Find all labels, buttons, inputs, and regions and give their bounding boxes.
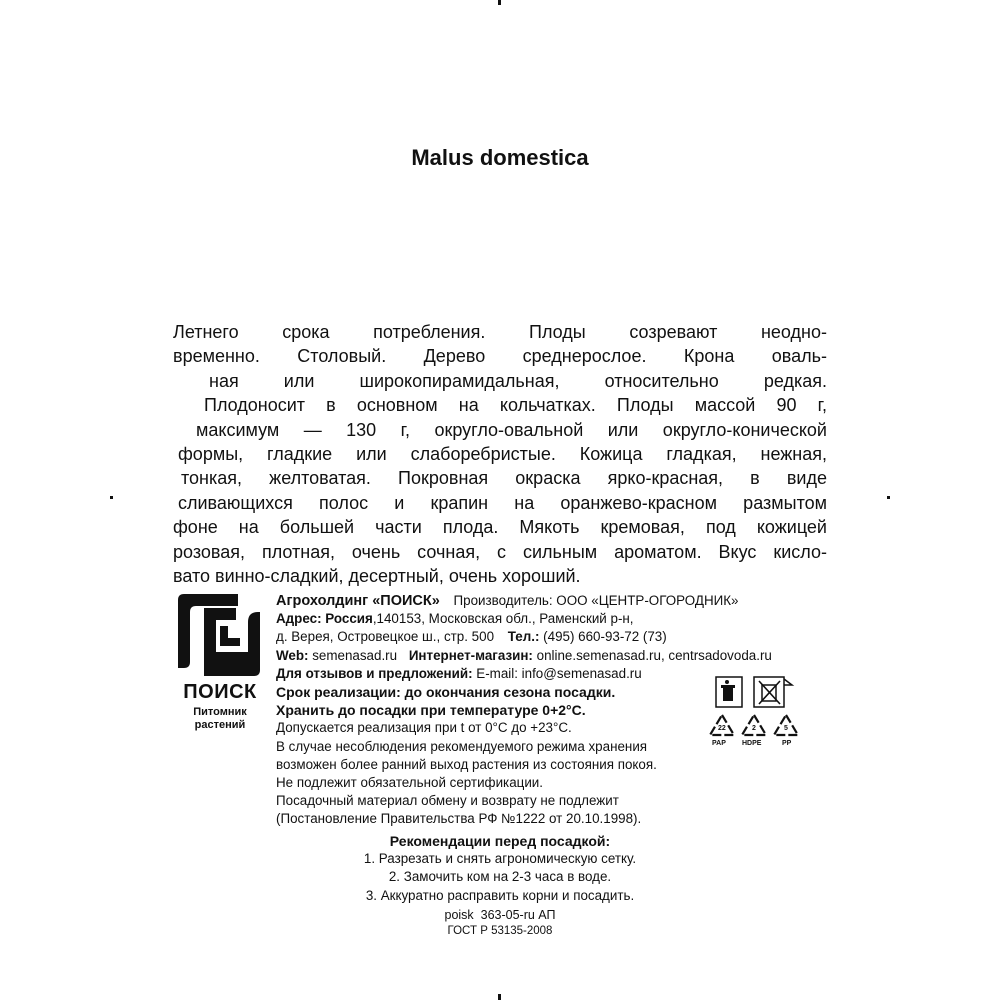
description-line: фоне на большей части плода. Мякоть кремовая, под кожицей xyxy=(173,517,827,538)
gost-code: ГОСТ Р 53135-2008 xyxy=(447,925,553,937)
storage-temperature: Хранить до посадки при температуре 0+2°С. xyxy=(276,702,586,719)
logo-subtitle xyxy=(170,706,270,732)
logo-subtitle-line: растений xyxy=(194,719,246,731)
crop-mark-left xyxy=(110,496,113,499)
company-row xyxy=(276,592,836,610)
shop-links[interactable]: online.semenasad.ru, centrsadovoda.ru xyxy=(536,647,772,663)
description-line: Летнего срока потребления. Плоды созревают неодно- xyxy=(173,322,827,342)
svg-text:PAP: PAP xyxy=(712,740,726,747)
description-line: сливающихся полос и крапин на оранжево-красном размытом xyxy=(178,492,827,513)
web-row xyxy=(276,647,836,665)
address-country: Россия xyxy=(325,611,373,627)
description-line: розовая, плотная, очень сочная, с сильным ароматом. Вкус кисло- xyxy=(173,541,827,562)
storage-warning: В случае несоблюдения рекомендуемого режима хранения xyxy=(276,738,648,754)
svg-text:2: 2 xyxy=(752,725,756,732)
planting-recommendations xyxy=(0,832,1000,905)
return-policy: (Постановление Правительства РФ №1222 от 20.10.1998). xyxy=(276,811,642,827)
crop-mark-right xyxy=(887,496,890,499)
tel-label: Тел.: xyxy=(507,629,540,645)
shop-label: Интернет-магазин: xyxy=(408,647,533,663)
shelf-life: Срок реализации: до окончания сезона посадки. xyxy=(276,684,616,701)
recommendation-step: 3. Аккуратно расправить корни и посадить. xyxy=(365,887,635,903)
crossed-bin-icon xyxy=(754,677,792,707)
svg-text:HDPE: HDPE xyxy=(742,740,762,747)
description-line: ная или широкопирамидальная, относительно редкая. xyxy=(209,370,827,391)
address-label: Адрес: xyxy=(276,611,322,627)
description-line: максимум — 130 г, округло-овальной или округло-конической xyxy=(196,419,827,440)
recycle-pap-icon xyxy=(710,715,734,747)
bin-icon xyxy=(716,677,742,707)
email-link[interactable]: E-mail: info@semenasad.ru xyxy=(476,665,642,681)
web-label: Web: xyxy=(276,647,309,663)
producer: Производитель: ООО «ЦЕНТР-ОГОРОДНИК» xyxy=(453,593,739,608)
web-link[interactable]: semenasad.ru xyxy=(312,647,398,663)
description-line: формы, гладкие или слаборебристые. Кожица гладкая, нежная, xyxy=(178,444,827,465)
recycling-symbols xyxy=(706,675,810,755)
address-text: ,140153, Московская обл., Раменский р-н, xyxy=(372,611,634,627)
description-line: вато винно-сладкий, десертный, очень хороший. xyxy=(173,566,581,587)
return-policy: Посадочный материал обмену и возврату не подлежит xyxy=(276,793,619,809)
variety-description xyxy=(173,320,827,588)
description-line: тонкая, желтоватая. Покровная окраска ярко-красная, в виде xyxy=(181,468,827,489)
recommendations-heading: Рекомендации перед посадкой: xyxy=(389,833,611,849)
tel-value: (495) 660-93-72 (73) xyxy=(543,629,667,645)
article-code: poisk 363-05-ru АП xyxy=(444,908,556,922)
svg-text:22: 22 xyxy=(718,725,726,732)
product-codes xyxy=(0,906,1000,938)
svg-text:5: 5 xyxy=(784,725,788,732)
crop-mark-top xyxy=(498,0,501,5)
recycle-pp-icon xyxy=(774,715,798,747)
storage-warning: возможен более ранний выход растения из состояния покоя. xyxy=(276,756,657,772)
address-line-2: д. Верея, Островецкое ш., стр. 500 xyxy=(276,629,495,645)
address-row-2 xyxy=(276,628,836,646)
address-row xyxy=(276,610,836,628)
logo-name: ПОИСК xyxy=(183,681,257,703)
logo-subtitle-line: Питомник xyxy=(193,706,247,718)
description-line: временно. Столовый. Дерево среднерослое. Крона оваль- xyxy=(173,346,827,367)
crop-mark-bottom xyxy=(498,994,501,1000)
species-title: Malus domestica xyxy=(411,145,589,170)
recommendation-step: 1. Разрезать и снять агрономическую сетку. xyxy=(363,851,637,867)
recycle-hdpe-icon xyxy=(742,715,766,747)
recommendation-step: 2. Замочить ком на 2-3 часа в воде. xyxy=(388,869,612,885)
company-name: Агрохолдинг «ПОИСК» xyxy=(276,593,440,609)
svg-text:PP: PP xyxy=(782,740,792,747)
feedback-label: Для отзывов и предложений: xyxy=(276,665,473,681)
sale-temperature: Допускается реализация при t от 0°С до +23°С. xyxy=(276,720,572,736)
description-line: Плодоносит в основном на кольчатках. Плоды массой 90 г, xyxy=(204,395,827,416)
poisk-logo-icon xyxy=(176,592,262,678)
certification-note: Не подлежит обязательной сертификации. xyxy=(276,775,543,791)
